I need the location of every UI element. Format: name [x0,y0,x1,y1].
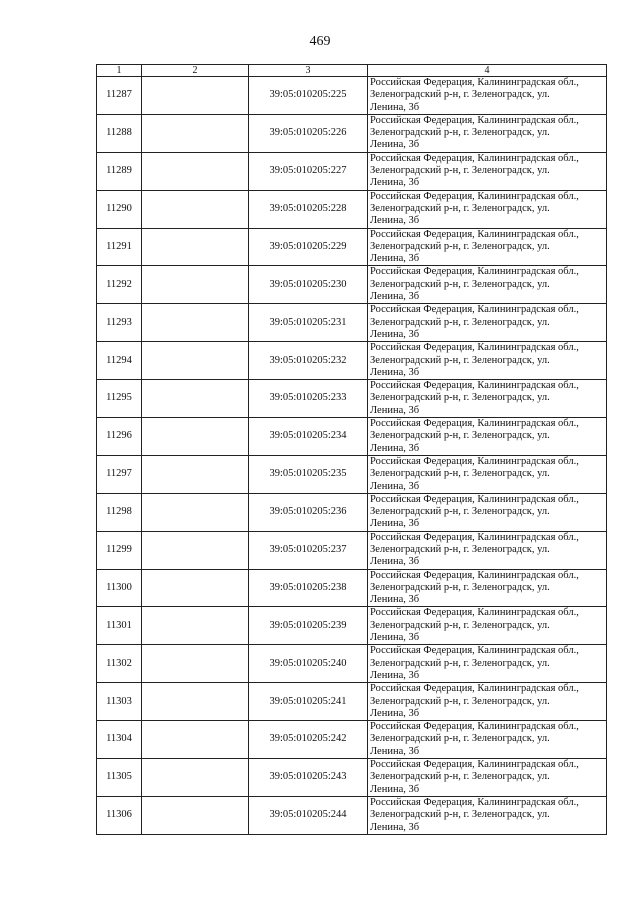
empty-cell [142,418,249,456]
table-row [97,190,607,228]
column-header-2: 2 [142,65,249,77]
row-number-cell: 11290 [97,190,142,228]
table-row [97,759,607,797]
row-number-cell: 11295 [97,380,142,418]
address-cell: Российская Федерация, Калининградская обл., Зеленоградский р-н, г. Зеленоградск, ул. Ленина, 3б [368,493,607,531]
table-row [97,304,607,342]
cadastral-number-cell: 39:05:010205:237 [249,531,368,569]
address-cell: Российская Федерация, Калининградская обл., Зеленоградский р-н, г. Зеленоградск, ул. Ленина, 3б [368,152,607,190]
column-header-3: 3 [249,65,368,77]
table-row [97,380,607,418]
page-number: 469 [309,34,331,49]
cadastral-number-cell: 39:05:010205:240 [249,645,368,683]
address-cell: Российская Федерация, Калининградская обл., Зеленоградский р-н, г. Зеленоградск, ул. Ленина, 3б [368,304,607,342]
empty-cell [142,569,249,607]
empty-cell [142,721,249,759]
row-number-cell: 11300 [97,569,142,607]
cadastral-number-cell: 39:05:010205:231 [249,304,368,342]
table-row [97,493,607,531]
address-cell: Российская Федерация, Калининградская обл., Зеленоградский р-н, г. Зеленоградск, ул. Ленина, 3б [368,342,607,380]
row-number-cell: 11292 [97,266,142,304]
row-number-cell: 11288 [97,114,142,152]
empty-cell [142,531,249,569]
empty-cell [142,796,249,834]
empty-cell [142,342,249,380]
empty-cell [142,645,249,683]
cadastral-number-cell: 39:05:010205:232 [249,342,368,380]
address-cell: Российская Федерация, Калининградская обл., Зеленоградский р-н, г. Зеленоградск, ул. Ленина, 3б [368,645,607,683]
table-row [97,569,607,607]
address-cell: Российская Федерация, Калининградская обл., Зеленоградский р-н, г. Зеленоградск, ул. Ленина, 3б [368,190,607,228]
address-cell: Российская Федерация, Калининградская обл., Зеленоградский р-н, г. Зеленоградск, ул. Ленина, 3б [368,418,607,456]
empty-cell [142,493,249,531]
row-number-cell: 11287 [97,77,142,115]
empty-cell [142,228,249,266]
cadastral-number-cell: 39:05:010205:233 [249,380,368,418]
registry-table [96,64,607,835]
address-cell: Российская Федерация, Калининградская обл., Зеленоградский р-н, г. Зеленоградск, ул. Ленина, 3б [368,607,607,645]
row-number-cell: 11301 [97,607,142,645]
address-cell: Российская Федерация, Калининградская обл., Зеленоградский р-н, г. Зеленоградск, ул. Ленина, 3б [368,380,607,418]
row-number-cell: 11294 [97,342,142,380]
empty-cell [142,607,249,645]
empty-cell [142,77,249,115]
empty-cell [142,114,249,152]
row-number-cell: 11289 [97,152,142,190]
row-number-cell: 11291 [97,228,142,266]
table-row [97,228,607,266]
empty-cell [142,304,249,342]
empty-cell [142,380,249,418]
table-row [97,796,607,834]
row-number-cell: 11297 [97,455,142,493]
cadastral-number-cell: 39:05:010205:243 [249,759,368,797]
empty-cell [142,455,249,493]
table-header-row [97,65,607,77]
cadastral-number-cell: 39:05:010205:239 [249,607,368,645]
table-row [97,152,607,190]
column-header-1: 1 [97,65,142,77]
table-row [97,77,607,115]
table-row [97,645,607,683]
row-number-cell: 11293 [97,304,142,342]
cadastral-number-cell: 39:05:010205:238 [249,569,368,607]
cadastral-number-cell: 39:05:010205:229 [249,228,368,266]
address-cell: Российская Федерация, Калининградская обл., Зеленоградский р-н, г. Зеленоградск, ул. Ленина, 3б [368,228,607,266]
cadastral-number-cell: 39:05:010205:225 [249,77,368,115]
table-row [97,114,607,152]
cadastral-number-cell: 39:05:010205:228 [249,190,368,228]
cadastral-number-cell: 39:05:010205:236 [249,493,368,531]
cadastral-number-cell: 39:05:010205:242 [249,721,368,759]
row-number-cell: 11298 [97,493,142,531]
cadastral-number-cell: 39:05:010205:241 [249,683,368,721]
address-cell: Российская Федерация, Калининградская обл., Зеленоградский р-н, г. Зеленоградск, ул. Ленина, 3б [368,266,607,304]
cadastral-number-cell: 39:05:010205:234 [249,418,368,456]
cadastral-number-cell: 39:05:010205:227 [249,152,368,190]
row-number-cell: 11306 [97,796,142,834]
address-cell: Российская Федерация, Калининградская обл., Зеленоградский р-н, г. Зеленоградск, ул. Ленина, 3б [368,77,607,115]
row-number-cell: 11296 [97,418,142,456]
table-row [97,342,607,380]
table-row [97,607,607,645]
address-cell: Российская Федерация, Калининградская обл., Зеленоградский р-н, г. Зеленоградск, ул. Ленина, 3б [368,683,607,721]
table-row [97,455,607,493]
empty-cell [142,190,249,228]
address-cell: Российская Федерация, Калининградская обл., Зеленоградский р-н, г. Зеленоградск, ул. Ленина, 3б [368,759,607,797]
address-cell: Российская Федерация, Калининградская обл., Зеленоградский р-н, г. Зеленоградск, ул. Ленина, 3б [368,114,607,152]
cadastral-number-cell: 39:05:010205:244 [249,796,368,834]
row-number-cell: 11302 [97,645,142,683]
table-row [97,266,607,304]
row-number-cell: 11305 [97,759,142,797]
address-cell: Российская Федерация, Калининградская обл., Зеленоградский р-н, г. Зеленоградск, ул. Ленина, 3б [368,455,607,493]
address-cell: Российская Федерация, Калининградская обл., Зеленоградский р-н, г. Зеленоградск, ул. Ленина, 3б [368,721,607,759]
row-number-cell: 11304 [97,721,142,759]
address-cell: Российская Федерация, Калининградская обл., Зеленоградский р-н, г. Зеленоградск, ул. Ленина, 3б [368,531,607,569]
column-header-4: 4 [368,65,607,77]
empty-cell [142,152,249,190]
table-row [97,721,607,759]
row-number-cell: 11303 [97,683,142,721]
empty-cell [142,266,249,304]
empty-cell [142,683,249,721]
table-body [97,77,607,835]
table-row [97,531,607,569]
table-row [97,418,607,456]
address-cell: Российская Федерация, Калининградская обл., Зеленоградский р-н, г. Зеленоградск, ул. Ленина, 3б [368,569,607,607]
empty-cell [142,759,249,797]
cadastral-number-cell: 39:05:010205:230 [249,266,368,304]
table-row [97,683,607,721]
cadastral-number-cell: 39:05:010205:226 [249,114,368,152]
row-number-cell: 11299 [97,531,142,569]
address-cell: Российская Федерация, Калининградская обл., Зеленоградский р-н, г. Зеленоградск, ул. Ленина, 3б [368,796,607,834]
cadastral-number-cell: 39:05:010205:235 [249,455,368,493]
